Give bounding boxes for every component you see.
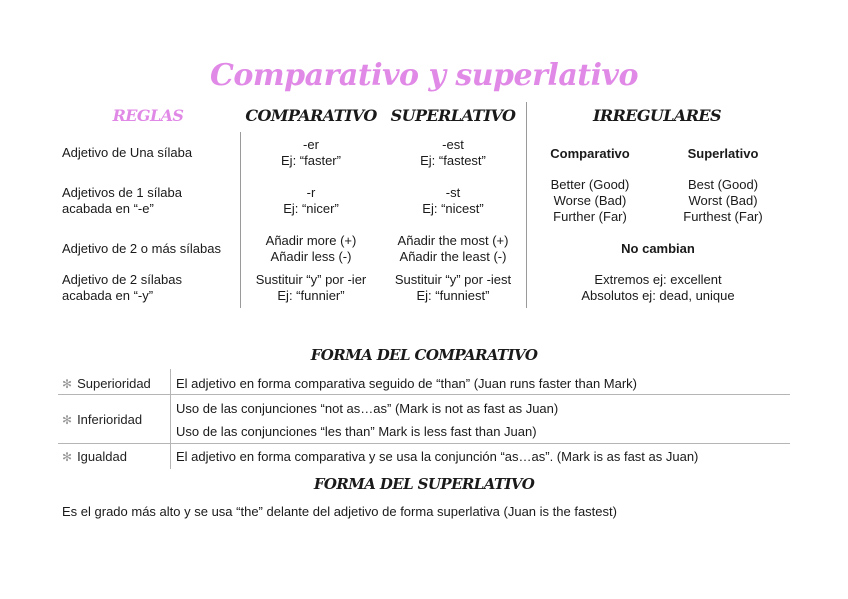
rule-label: Adjetivo de 2 sílabas acabada en “-y” <box>62 272 182 303</box>
rule-comparativo: Añadir more (+) Añadir less (-) <box>265 233 357 264</box>
forma-label-superioridad: ✻ Superioridad <box>62 376 151 391</box>
asterisk-icon: ✻ <box>62 450 73 464</box>
header-reglas: REGLAS <box>112 106 184 125</box>
forma-label-igualdad: ✻ Igualdad <box>62 449 127 464</box>
irregulares-superlativo-list: Best (Good) Worst (Bad) Furthest (Far) <box>683 177 763 224</box>
rule-label: Adjetivo de 2 o más sílabas <box>62 241 221 256</box>
forma-text: Uso de las conjunciones “les than” Mark is less fast than Juan) <box>176 424 537 439</box>
section-title-superlativo: FORMA DEL SUPERLATIVO <box>313 475 535 493</box>
extremos-absolutos: Extremos ej: excellent Absolutos ej: dead, unique <box>581 272 735 303</box>
header-comparativo: COMPARATIVO <box>245 106 377 125</box>
rule-label: Adjetivo de Una sílaba <box>62 145 193 160</box>
no-cambian-label: No cambian <box>621 241 695 256</box>
rule-superlativo: Añadir the most (+) Añadir the least (-) <box>397 233 509 264</box>
page-title: Comparativo y superlativo <box>210 58 638 93</box>
header-superlativo: SUPERLATIVO <box>390 106 516 125</box>
irregulares-col-superlativo: Superlativo <box>687 146 759 161</box>
rule-comparativo: -r Ej: “nicer” <box>283 185 339 216</box>
section-title-comparativo: FORMA DEL COMPARATIVO <box>310 346 538 364</box>
column-divider <box>170 369 171 469</box>
forma-text: Uso de las conjunciones “not as…as” (Mark is not as fast as Juan) <box>176 401 559 416</box>
forma-text: El adjetivo en forma comparativa y se usa la conjunción “as…as”. (Mark is as fast as Juan) <box>176 449 699 464</box>
irregulares-comparativo-list: Better (Good) Worse (Bad) Further (Far) <box>550 177 630 224</box>
forma-label-inferioridad: ✻ Inferioridad <box>62 412 143 427</box>
asterisk-icon: ✻ <box>62 413 73 427</box>
asterisk-icon: ✻ <box>62 377 73 391</box>
irregulares-col-comparativo: Comparativo <box>550 146 630 161</box>
header-irregulares: IRREGULARES <box>592 106 721 125</box>
row-divider <box>58 443 790 444</box>
rule-comparativo: Sustituir “y” por -ier Ej: “funnier” <box>255 272 367 303</box>
rule-comparativo: -er Ej: “faster” <box>281 137 341 168</box>
row-divider <box>58 394 790 395</box>
superlativo-text: Es el grado más alto y se usa “the” delante del adjetivo de forma superlativa (Juan is the fastest) <box>62 504 617 519</box>
forma-text: El adjetivo en forma comparativa seguido de “than” (Juan runs faster than Mark) <box>176 376 638 391</box>
rule-superlativo: Sustituir “y” por -iest Ej: “funniest” <box>394 272 512 303</box>
rule-label: Adjetivos de 1 sílaba acabada en “-e” <box>62 185 182 216</box>
rule-superlativo: -est Ej: “fastest” <box>420 137 486 168</box>
rule-superlativo: -st Ej: “nicest” <box>422 185 484 216</box>
